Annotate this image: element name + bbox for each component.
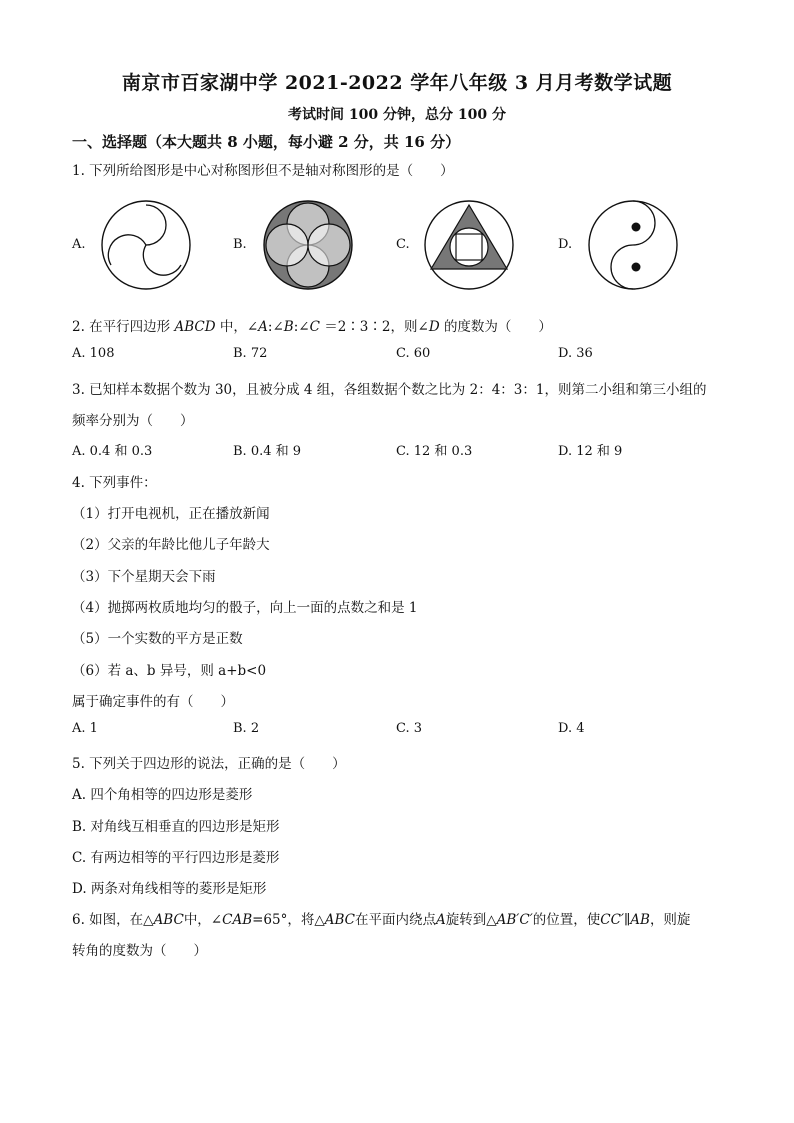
q2-var-a: A [258,319,268,335]
q2-option-c: C. 60 [396,346,431,361]
q3-option-b: B. 0.4 和 9 [233,444,302,459]
q6-var: A [436,912,446,928]
q2-text: :∠ [293,319,310,335]
q1-option-d-label: D. [558,237,573,252]
q2-var-d: D [428,319,440,335]
q4-ask: 属于确定事件的有（ ） [72,694,234,710]
q5-option-a: A. 四个角相等的四边形是菱形 [72,787,253,803]
page-title: 南京市百家湖中学 2021-2022 学年八年级 3 月月考数学试题 [121,72,673,94]
section-heading: 一、选择题（本大题共 8 小题，每小避 2 分，共 16 分） [72,133,461,151]
q1-option-b-label: B. [233,237,247,252]
q6-var: CAB [222,912,253,928]
q3-option-a: A. 0.4 和 0.3 [72,444,153,459]
q2-text: 2. 在平行四边形 [72,319,171,335]
triangle-square-circle-icon [423,199,515,291]
q2-var-b: B [283,319,294,335]
q4-item: （1）打开电视机，正在播放新闻 [72,506,270,522]
q3-option-d: D. 12 和 9 [558,444,623,459]
q2-option-a: A. 108 [72,346,115,361]
q2-stem [72,315,552,335]
q6-text: 旋转到△ [445,912,497,928]
q6-var: ABC [324,912,355,928]
q6-text: =65°，将△ [252,912,325,928]
q6-text: 在平面内绕点 [355,912,436,928]
q2-text: 中，∠ [219,319,259,335]
q6-text: ，则旋 [649,912,691,928]
q4-option-c: C. 3 [396,721,423,736]
q2-option-d: D. 36 [558,346,593,361]
q6-text: 6. 如图，在△ [72,912,154,928]
q4-option-d: D. 4 [558,721,585,736]
q3-option-c: C. 12 和 0.3 [396,444,473,459]
q6-var: AB′C′ [496,912,533,928]
four-petal-circle-icon [262,199,354,291]
q3-stem-line1: 3. 已知样本数据个数为 30，且被分成 4 组，各组数据个数之比为 2：4：3：1，则第二小组和第三小组的 [72,382,707,398]
q6-stem-line2: 转角的度数为（ ） [72,943,207,959]
q2-var-abcd: ABCD [174,319,216,335]
q4-stem: 4. 下列事件： [72,475,157,491]
q2-option-b: B. 72 [233,346,268,361]
q6-text: ∥ [624,912,631,928]
q4-item: （5）一个实数的平方是正数 [72,631,243,647]
q5-option-d: D. 两条对角线相等的菱形是矩形 [72,881,267,897]
yin-yang-icon [587,199,679,291]
q5-option-b: B. 对角线互相垂直的四边形是矩形 [72,819,280,835]
q3-stem-line2: 频率分别为（ ） [72,413,194,429]
q2-var-c: C [309,319,320,335]
q1-stem: 1. 下列所给图形是中心对称图形但不是轴对称图形的是（ ） [72,163,454,179]
q4-item: （2）父亲的年龄比他儿子年龄大 [72,537,270,553]
exam-info: 考试时间 100 分钟，总分 100 分 [288,107,506,123]
q4-item: （3）下个星期天会下雨 [72,569,216,585]
q6-text: 中，∠ [183,912,223,928]
q4-option-b: B. 2 [233,721,260,736]
q6-var: ABC [153,912,184,928]
q6-var: AB [630,912,650,928]
q1-option-c-label: C. [396,237,410,252]
q6-text: 的位置，使 [532,912,601,928]
q2-text: 的度数为（ ） [443,319,552,335]
q2-text: :∠ [267,319,284,335]
q2-text: ＝2∶3∶2，则∠ [324,319,429,335]
q5-option-c: C. 有两边相等的平行四边形是菱形 [72,850,280,866]
q6-var: CC′ [600,912,625,928]
q6-stem-line1 [72,908,690,928]
q4-item: （6）若 a、b 异号，则 a+b<0 [72,663,267,679]
q4-option-a: A. 1 [72,721,98,736]
q1-option-a-label: A. [72,237,86,252]
q4-item: （4）抛掷两枚质地均匀的骰子，向上一面的点数之和是 1 [72,600,418,616]
q5-stem: 5. 下列关于四边形的说法，正确的是（ ） [72,756,346,772]
three-arc-circle-icon [100,199,192,291]
